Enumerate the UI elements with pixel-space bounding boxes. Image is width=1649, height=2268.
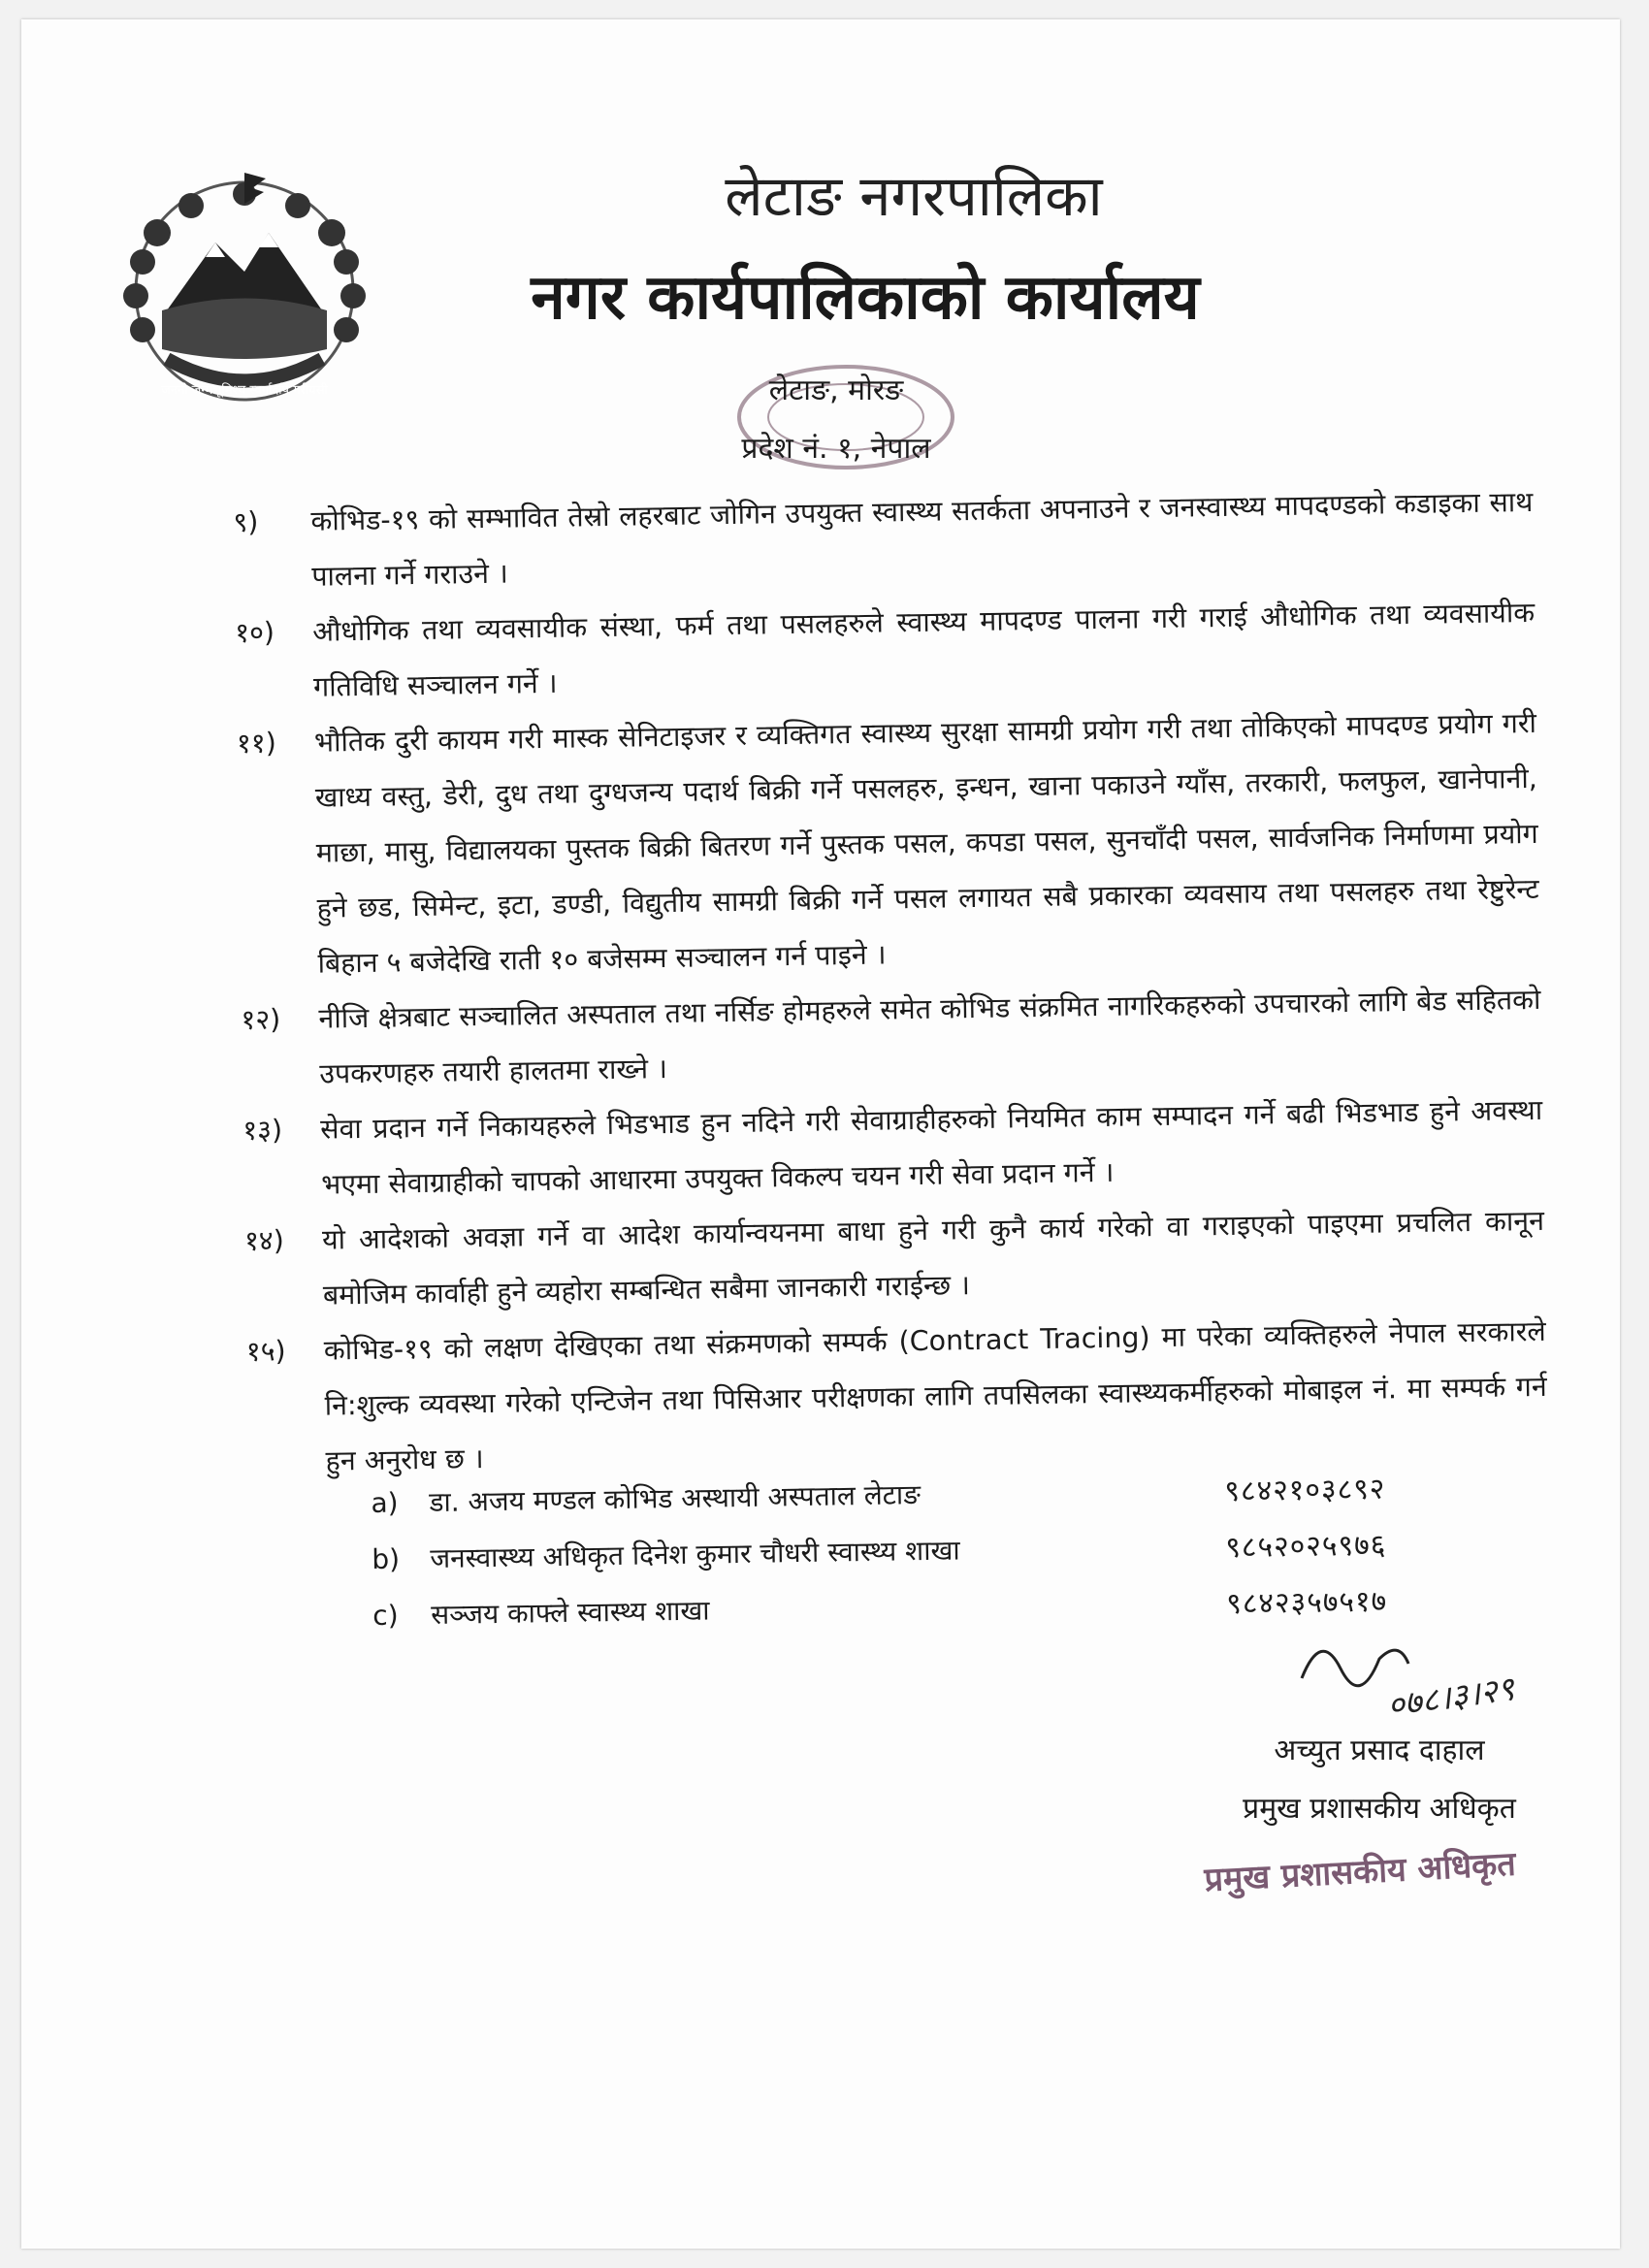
contact-name: जनस्वास्थ्य अधिकृत दिनेश कुमार चौधरी स्वास्थ्य शाखा [430,1534,960,1575]
item-number: ९) [233,505,259,538]
contact-phone: ९८४२३५७५१७ [1225,1584,1388,1621]
office-title: लेटाङ नगरपालिका [725,163,1103,229]
nepal-emblem-icon [99,165,390,422]
signatory-name: अच्युत प्रसाद दाहाल [1274,1733,1485,1767]
item-text: भौतिक दुरी कायम गरी मास्क सेनिटाइजर र व्यक्तिगत स्वास्थ्य सुरक्षा सामग्री प्रयोग गरी तथा तोकिएको मापदण्ड प्रयोग गरी खाध्य वस्तु, डेरी, दुध तथा दुग्धजन्य पदार्थ बिक्री गर्ने पसलहरु, इन्धन, खाना पकाउने ग्याँस, तरकारी, फलफुल, खानेपानी, माछा, मासु, विद्यालयका पुस्तक बिक्री बितरण गर्ने पुस्तक पसल, कपडा पसल, सुनचाँदी पसल, सार्वजनिक निर्माणमा प्रयोग हुने छड, सिमेन्ट, इटा, डण्डी, विद्युतीय सामग्री बिक्री गर्ने पसल लगायत सबै प्रकारका व्यवसाय तथा पसलहरु तथा रेष्टुरेन्ट बिहान ५ बजेदेखि राती १० बजेसम्म सञ्चालन गर्न पाइने । [313,706,1539,980]
notice-body [233,474,1548,1490]
notice-item [233,474,1535,605]
contact-name: डा. अजय मण्डल कोभिड अस्थायी अस्पताल लेटाङ [429,1478,922,1519]
item-text: नीजि क्षेत्रबाट सञ्चालित अस्पताल तथा नर्सिङ होमहरुले समेत कोभिड संक्रमित नागरिकहरुको उपचारको लागि बेड सहितको उपकरणहरु तयारी हालतमा राख्ने । [318,983,1541,1090]
signatory-block [1214,1722,1544,1838]
item-text: कोभिड-१९ को सम्भावित तेस्रो लहरबाट जोगिन उपयुक्त स्वास्थ्य सतर्कता अपनाउने र जनस्वास्थ्य मापदण्डको कडाइका साथ पालना गर्ने गराउने । [310,485,1534,593]
notice-item [235,585,1536,716]
notice-item [242,1083,1544,1214]
designation-stamp: प्रमुख प्रशासकीय अधिकृत [1203,1844,1517,1900]
notice-item [241,972,1542,1103]
document-page [21,19,1620,2249]
item-text: यो आदेशको अवज्ञा गर्ने वा आदेश कार्यान्वयनमा बाधा हुने गरी कुनै कार्य गरेको वा गराइएको पाइएमा प्रचलित कानून बमोजिम कार्वाही हुने व्यहोरा सम्बन्धित सबैमा जानकारी गराईन्छ । [321,1204,1545,1312]
notice-item [237,696,1540,992]
item-number: १५) [245,1335,286,1368]
contact-phone: ९८४२१०३८९२ [1224,1472,1386,1508]
office-address-line2: प्रदेश नं. १, नेपाल [741,432,931,466]
item-number: १३) [242,1114,283,1147]
emblem-motto: जननी जन्मभूमिश्च स्वर्गादपि गरीयसी [161,383,328,398]
contact-label: b) [372,1542,401,1575]
item-number: १२) [241,1003,281,1036]
signatory-designation: प्रमुख प्रशासकीय अधिकृत [1243,1792,1516,1826]
contact-name: सञ्जय काफ्ले स्वास्थ्य शाखा [431,1594,710,1632]
item-number: ११) [236,727,277,760]
office-address-line1: लेटाङ, मोरङ [768,373,904,407]
item-text: सेवा प्रदान गर्ने निकायहरुले भिडभाड हुन नदिने गरी सेवाग्राहीहरुको नियमित काम सम्पादन गर्ने बढी भिडभाड हुने अवस्था भएमा सेवाग्राहीको चापको आधारमा उपयुक्त विकल्प चयन गरी सेवा प्रदान गर्ने । [320,1093,1543,1201]
contact-phone: ९८५२०२५९७६ [1225,1528,1387,1565]
item-number: १४) [243,1224,285,1257]
item-number: १०) [234,616,275,649]
signature-date: ०७८।३।२९ [1384,1669,1517,1726]
contact-label: c) [372,1599,399,1632]
contact-label: a) [371,1486,399,1519]
notice-item [244,1193,1546,1324]
office-subtitle: नगर कार्यपालिकाको कार्यालय [531,262,1200,334]
item-text: कोभिड-१९ को लक्षण देखिएका तथा संक्रमणको सम्पर्क (Contract Tracing) मा परेका व्यक्तिहरुले नेपाल सरकारले नि:शुल्क व्यवस्था गरेको एन्टिजेन तथा पिसिआर परीक्षणका लागि तपसिलका स्वास्थ्यकर्मीहरुको मोबाइल नं. मा सम्पर्क गर्न हुन अनुरोध छ । [323,1314,1547,1477]
item-text: औधोगिक तथा व्यवसायीक संस्था, फर्म तथा पसलहरुले स्वास्थ्य मापदण्ड पालना गरी गराई औधोगिक तथा व्यवसायीक गतिविधि सञ्चालन गर्ने । [311,596,1536,703]
